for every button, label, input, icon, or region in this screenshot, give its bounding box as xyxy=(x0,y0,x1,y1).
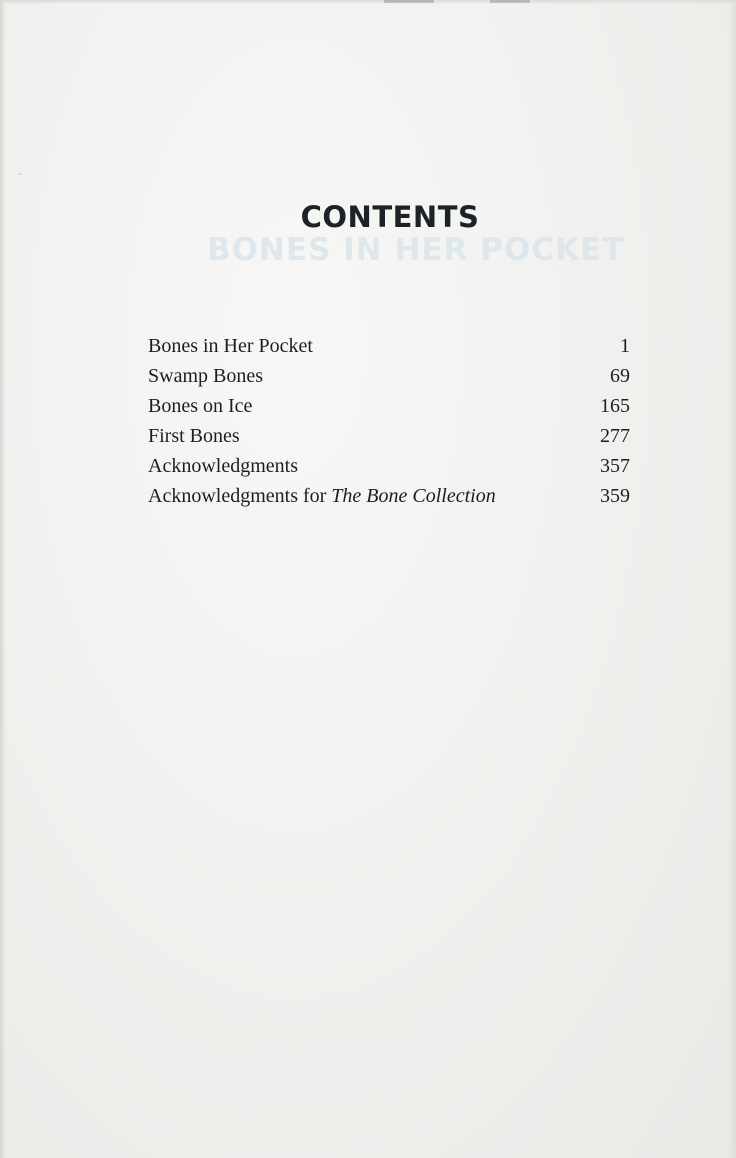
toc-entry xyxy=(148,481,630,511)
toc-entry-page: 357 xyxy=(600,455,630,477)
page-right-edge xyxy=(728,0,736,1158)
toc-entry-title: First Bones xyxy=(148,425,240,447)
top-edge-mark xyxy=(490,0,530,3)
toc-entry xyxy=(148,451,630,481)
top-edge-mark xyxy=(384,0,434,3)
toc-entry xyxy=(148,361,630,391)
toc-entry-page: 277 xyxy=(600,425,630,447)
toc-entry-title: Bones in Her Pocket xyxy=(148,335,313,357)
toc-entry-page: 1 xyxy=(620,335,630,357)
toc-entry-page: 359 xyxy=(600,485,630,507)
table-of-contents xyxy=(148,331,630,511)
toc-entry-title: Swamp Bones xyxy=(148,365,263,387)
toc-entry-page: 165 xyxy=(600,395,630,417)
page-top-edge xyxy=(0,0,736,4)
toc-entry xyxy=(148,331,630,361)
toc-entry-title: Acknowledgments xyxy=(148,455,298,477)
show-through-text: BONES IN HER POCKET xyxy=(207,232,625,268)
toc-entry-title-prefix: Acknowledgments for xyxy=(148,485,332,507)
toc-entry xyxy=(148,391,630,421)
paper-speck: ᵔ xyxy=(18,172,22,182)
toc-entry-title xyxy=(148,481,496,511)
book-title-italic: The Bone Collection xyxy=(331,485,496,507)
toc-entry xyxy=(148,421,630,451)
page-left-edge xyxy=(0,0,6,1158)
toc-entry-page: 69 xyxy=(610,365,630,387)
toc-entry-title: Bones on Ice xyxy=(148,395,253,417)
contents-heading: CONTENTS xyxy=(300,200,480,234)
